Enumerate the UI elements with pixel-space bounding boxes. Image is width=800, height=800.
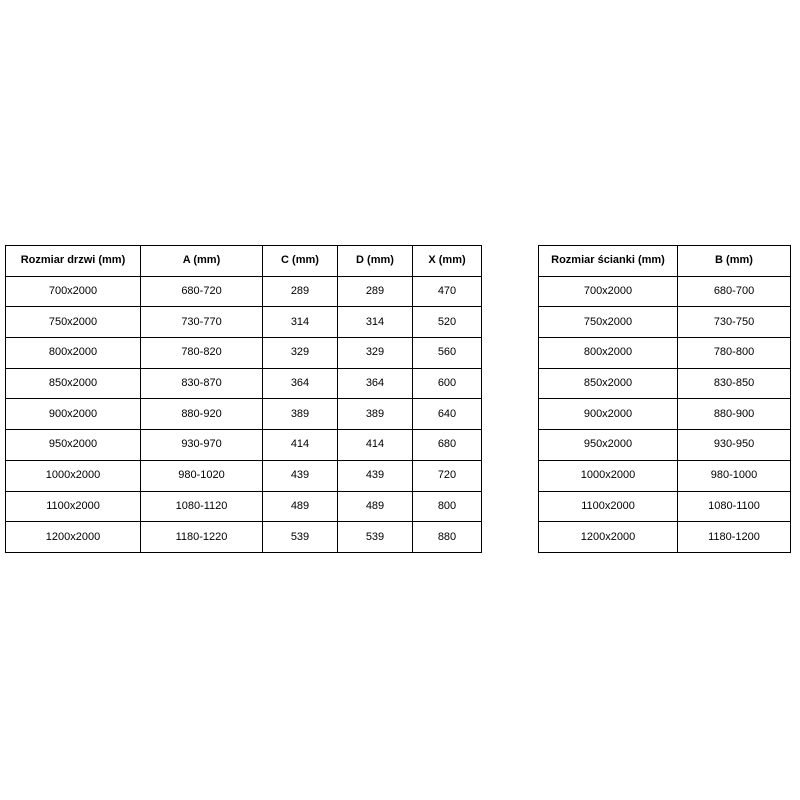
table-cell: 1100x2000 <box>539 491 678 522</box>
header-row <box>539 246 791 277</box>
table-cell: 730-770 <box>141 307 263 338</box>
table-cell: 414 <box>338 430 413 461</box>
table-cell: 389 <box>263 399 338 430</box>
table-cell: 470 <box>413 276 482 307</box>
table-cell: 364 <box>338 368 413 399</box>
doors-table-header <box>6 246 482 277</box>
table-cell: 1180-1220 <box>141 522 263 553</box>
table-cell: 539 <box>263 522 338 553</box>
table-cell: 850x2000 <box>6 368 141 399</box>
table-row <box>539 276 791 307</box>
table-row <box>6 430 482 461</box>
table-cell: 880-920 <box>141 399 263 430</box>
column-header: A (mm) <box>141 246 263 277</box>
table-cell: 329 <box>338 338 413 369</box>
table-cell: 1080-1120 <box>141 491 263 522</box>
table-cell: 800x2000 <box>539 338 678 369</box>
doors-table-body <box>6 276 482 552</box>
table-cell: 314 <box>263 307 338 338</box>
table-cell: 720 <box>413 460 482 491</box>
table-cell: 489 <box>263 491 338 522</box>
table-cell: 950x2000 <box>6 430 141 461</box>
table-cell: 680-700 <box>678 276 791 307</box>
table-row <box>6 276 482 307</box>
table-row <box>539 307 791 338</box>
table-cell: 680-720 <box>141 276 263 307</box>
table-row <box>539 522 791 553</box>
table-cell: 900x2000 <box>539 399 678 430</box>
table-row <box>539 430 791 461</box>
table-cell: 830-850 <box>678 368 791 399</box>
table-cell: 289 <box>338 276 413 307</box>
table-cell: 980-1020 <box>141 460 263 491</box>
table-cell: 1100x2000 <box>6 491 141 522</box>
table-cell: 750x2000 <box>539 307 678 338</box>
table-cell: 600 <box>413 368 482 399</box>
table-cell: 640 <box>413 399 482 430</box>
wall-table-header <box>539 246 791 277</box>
table-cell: 489 <box>338 491 413 522</box>
table-row <box>6 522 482 553</box>
table-cell: 880 <box>413 522 482 553</box>
table-row <box>6 307 482 338</box>
table-row <box>6 491 482 522</box>
table-cell: 900x2000 <box>6 399 141 430</box>
table-cell: 780-800 <box>678 338 791 369</box>
table-cell: 439 <box>263 460 338 491</box>
table-cell: 1000x2000 <box>6 460 141 491</box>
table-cell: 880-900 <box>678 399 791 430</box>
table-cell: 314 <box>338 307 413 338</box>
wall-dimensions-table <box>538 245 791 553</box>
column-header: X (mm) <box>413 246 482 277</box>
column-header: Rozmiar ścianki (mm) <box>539 246 678 277</box>
table-cell: 539 <box>338 522 413 553</box>
table-row <box>539 399 791 430</box>
table-cell: 750x2000 <box>6 307 141 338</box>
table-row <box>539 460 791 491</box>
table-cell: 800 <box>413 491 482 522</box>
table-row <box>6 460 482 491</box>
table-cell: 1180-1200 <box>678 522 791 553</box>
column-header: D (mm) <box>338 246 413 277</box>
table-cell: 389 <box>338 399 413 430</box>
table-row <box>6 399 482 430</box>
wall-table-body <box>539 276 791 552</box>
table-cell: 560 <box>413 338 482 369</box>
doors-dimensions-table <box>5 245 482 553</box>
table-cell: 1200x2000 <box>6 522 141 553</box>
table-cell: 730-750 <box>678 307 791 338</box>
table-cell: 700x2000 <box>539 276 678 307</box>
column-header: Rozmiar drzwi (mm) <box>6 246 141 277</box>
table-cell: 930-970 <box>141 430 263 461</box>
table-cell: 800x2000 <box>6 338 141 369</box>
table-row <box>6 338 482 369</box>
column-header: C (mm) <box>263 246 338 277</box>
table-cell: 289 <box>263 276 338 307</box>
table-cell: 1080-1100 <box>678 491 791 522</box>
table-cell: 850x2000 <box>539 368 678 399</box>
table-row <box>539 368 791 399</box>
table-row <box>539 491 791 522</box>
table-cell: 930-950 <box>678 430 791 461</box>
table-cell: 980-1000 <box>678 460 791 491</box>
table-row <box>539 338 791 369</box>
table-cell: 439 <box>338 460 413 491</box>
table-cell: 680 <box>413 430 482 461</box>
table-row <box>6 368 482 399</box>
table-cell: 329 <box>263 338 338 369</box>
table-cell: 830-870 <box>141 368 263 399</box>
table-cell: 700x2000 <box>6 276 141 307</box>
header-row <box>6 246 482 277</box>
table-cell: 520 <box>413 307 482 338</box>
table-cell: 950x2000 <box>539 430 678 461</box>
table-cell: 780-820 <box>141 338 263 369</box>
table-cell: 364 <box>263 368 338 399</box>
table-cell: 414 <box>263 430 338 461</box>
column-header: B (mm) <box>678 246 791 277</box>
table-cell: 1200x2000 <box>539 522 678 553</box>
table-cell: 1000x2000 <box>539 460 678 491</box>
